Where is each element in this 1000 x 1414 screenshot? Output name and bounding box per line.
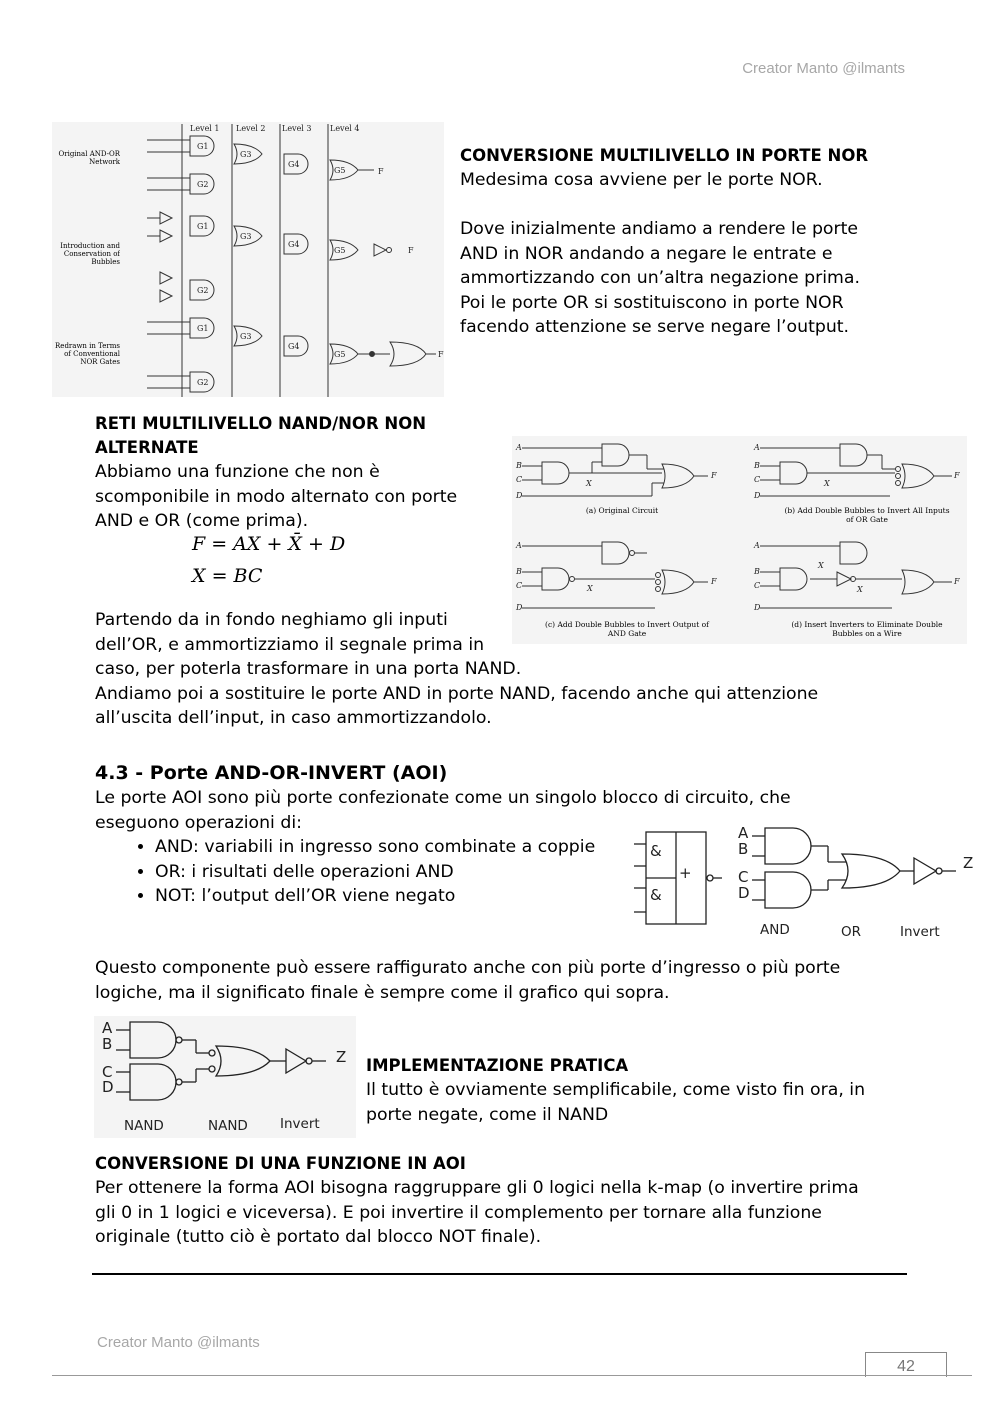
section-title: CONVERSIONE DI UNA FUNZIONE IN AOI	[95, 1154, 466, 1173]
svg-text:D: D	[754, 603, 761, 612]
svg-text:D: D	[516, 603, 523, 612]
nand-nor-paragraph: Partendo da in fondo neghiamo gli inputi dell’OR, e ammortizziamo il segnale prima in caso, per poterla trasformare in una porta NAND. Andiamo poi a sostituire le porte AND in porte NAND, facendo anche qui attenzione all’uscita dell’input, in caso ammortizzandolo.	[95, 610, 819, 728]
svg-text:Invert: Invert	[900, 924, 940, 940]
svg-text:C: C	[754, 581, 761, 590]
svg-text:B: B	[516, 461, 522, 470]
page-footer: Creator Manto @ilmants	[97, 1334, 260, 1351]
svg-text:A: A	[516, 541, 522, 550]
svg-text:G1: G1	[197, 142, 209, 151]
figure-caption: (c) Add Double Bubbles to Invert Output of AND Gate	[545, 620, 709, 638]
formula: F = AX + X̄ + D	[192, 533, 346, 555]
svg-text:NAND: NAND	[208, 1118, 248, 1134]
section-heading: 4.3 - Porte AND-OR-INVERT (AOI)	[95, 762, 448, 784]
svg-text:B: B	[754, 567, 760, 576]
level-label: Level 3	[282, 124, 312, 133]
section-title: RETI MULTILIVELLO NAND/NOR NON ALTERNATE	[95, 414, 427, 457]
svg-text:C: C	[754, 475, 761, 484]
svg-text:X: X	[857, 585, 863, 594]
svg-text:G4: G4	[288, 160, 300, 169]
page-number: 42	[865, 1352, 947, 1377]
svg-text:D: D	[516, 491, 523, 500]
svg-text:A: A	[516, 443, 522, 452]
conv-section: CONVERSIONE DI UNA FUNZIONE IN AOI Per ottenere la forma AOI bisogna raggruppare gli 0 logici nella k-map (o invertire prima gli 0 in 1 logici e viceversa). E poi invertire il complemento per tornare alla funzione originale (tutto ciò è portato dal blocco NOT finale).	[95, 1152, 915, 1250]
formula-block	[192, 528, 345, 592]
svg-text:G1: G1	[197, 324, 209, 333]
svg-text:D: D	[754, 491, 761, 500]
impl-section: IMPLEMENTAZIONE PRATICA Il tutto è ovviamente semplificabile, come visto fin ora, in porte negate, come il NAND	[366, 1054, 906, 1127]
svg-text:A: A	[102, 1019, 113, 1037]
figure-caption: (a) Original Circuit	[585, 506, 659, 515]
aoi-gate-figure	[630, 822, 975, 942]
nor-section: CONVERSIONE MULTILIVELLO IN PORTE NOR Medesima cosa avviene per le porte NOR. Dove inizialmente andiamo a rendere le porte AND in NOR andando a negare le entrate e ammortizzando con un’altra negazione prima. Poi le porte OR si sostituiscono in porte NOR facendo attenzione se serve negare l’output.	[460, 144, 910, 340]
svg-text:Z: Z	[336, 1048, 347, 1066]
formula: X = BC	[192, 565, 263, 587]
svg-text:C: C	[738, 868, 749, 886]
row-label: Original AND-OR Network	[58, 150, 120, 166]
svg-text:C: C	[516, 475, 523, 484]
svg-text:B: B	[754, 461, 760, 470]
svg-text:Z: Z	[963, 854, 974, 872]
row-label: Introduction and Conservation of Bubbles	[60, 242, 120, 266]
list-item: • AND: variabili in ingresso sono combinate a coppie	[155, 835, 875, 860]
svg-text:A: A	[754, 541, 760, 550]
aoi-section: 4.3 - Porte AND-OR-INVERT (AOI) Le porte AOI sono più porte confezionate come un singolo blocco di circuito, che eseguono operazioni di: • AND: variabili in ingresso sono combinate a coppie • OR: i risultati delle operazioni AND • NOT: l’output dell’OR viene negato	[95, 760, 875, 909]
svg-text:C: C	[516, 581, 523, 590]
footer-rule	[52, 1375, 972, 1376]
multilevel-nor-figure	[52, 122, 444, 397]
svg-text:NAND: NAND	[124, 1118, 164, 1134]
list-item: • NOT: l’output dell’OR viene negato	[155, 884, 875, 909]
svg-text:OR: OR	[841, 924, 862, 940]
svg-text:G3: G3	[240, 332, 252, 341]
svg-text:G3: G3	[240, 150, 252, 159]
svg-text:F: F	[711, 577, 717, 586]
svg-text:Invert: Invert	[280, 1116, 320, 1132]
page-header: Creator Manto @ilmants	[742, 60, 905, 77]
nand-implementation-figure	[94, 1016, 356, 1138]
level-label: Level 4	[330, 124, 360, 133]
svg-text:F: F	[954, 471, 960, 480]
svg-text:X: X	[586, 479, 592, 488]
svg-text:G3: G3	[240, 232, 252, 241]
section-title: IMPLEMENTAZIONE PRATICA	[366, 1056, 629, 1075]
svg-text:G2: G2	[197, 180, 209, 189]
svg-text:G5: G5	[334, 350, 346, 359]
svg-text:G4: G4	[288, 240, 300, 249]
svg-text:G1: G1	[197, 222, 209, 231]
svg-text:F: F	[378, 167, 384, 176]
svg-text:X: X	[818, 561, 824, 570]
row-label: Redrawn in Terms of Conventional NOR Gates	[55, 342, 120, 366]
svg-text:B: B	[516, 567, 522, 576]
svg-text:F: F	[408, 246, 414, 255]
svg-text:F: F	[954, 577, 960, 586]
svg-text:+: +	[679, 864, 692, 882]
svg-text:D: D	[102, 1078, 114, 1096]
level-label: Level 1	[190, 124, 220, 133]
svg-text:F: F	[711, 471, 717, 480]
section-title: CONVERSIONE MULTILIVELLO IN PORTE NOR	[460, 146, 869, 165]
svg-text:G4: G4	[288, 342, 300, 351]
level-label: Level 2	[236, 124, 266, 133]
svg-text:C: C	[102, 1063, 113, 1081]
section-divider	[92, 1273, 907, 1275]
svg-text:X: X	[824, 479, 830, 488]
list-item: • OR: i risultati delle operazioni AND	[155, 860, 875, 885]
svg-text:D: D	[738, 884, 750, 902]
svg-text:&: &	[650, 842, 662, 860]
svg-text:&: &	[650, 886, 662, 904]
svg-text:X: X	[587, 584, 593, 593]
svg-text:B: B	[102, 1035, 113, 1053]
figure-caption: (b) Add Double Bubbles to Invert All Inputs of OR Gate	[784, 506, 950, 524]
svg-text:G2: G2	[197, 378, 209, 387]
svg-text:B: B	[738, 840, 749, 858]
svg-text:A: A	[738, 824, 749, 842]
svg-text:G5: G5	[334, 166, 346, 175]
svg-text:G2: G2	[197, 286, 209, 295]
svg-text:A: A	[754, 443, 760, 452]
svg-text:G5: G5	[334, 246, 346, 255]
aoi-paragraph: Questo componente può essere raffigurato anche con più porte d’ingresso o più porte logiche, ma il significato finale è sempre come il grafico qui sopra.	[95, 958, 841, 1003]
svg-text:AND: AND	[760, 922, 790, 938]
svg-text:F: F	[438, 350, 444, 359]
nand-nor-section: RETI MULTILIVELLO NAND/NOR NON ALTERNATE Abbiamo una funzione che non è scomponibile in modo alternato con porte AND e OR (come prima).	[95, 412, 515, 534]
figure-caption: (d) Insert Inverters to Eliminate Double Bubbles on a Wire	[791, 620, 943, 638]
